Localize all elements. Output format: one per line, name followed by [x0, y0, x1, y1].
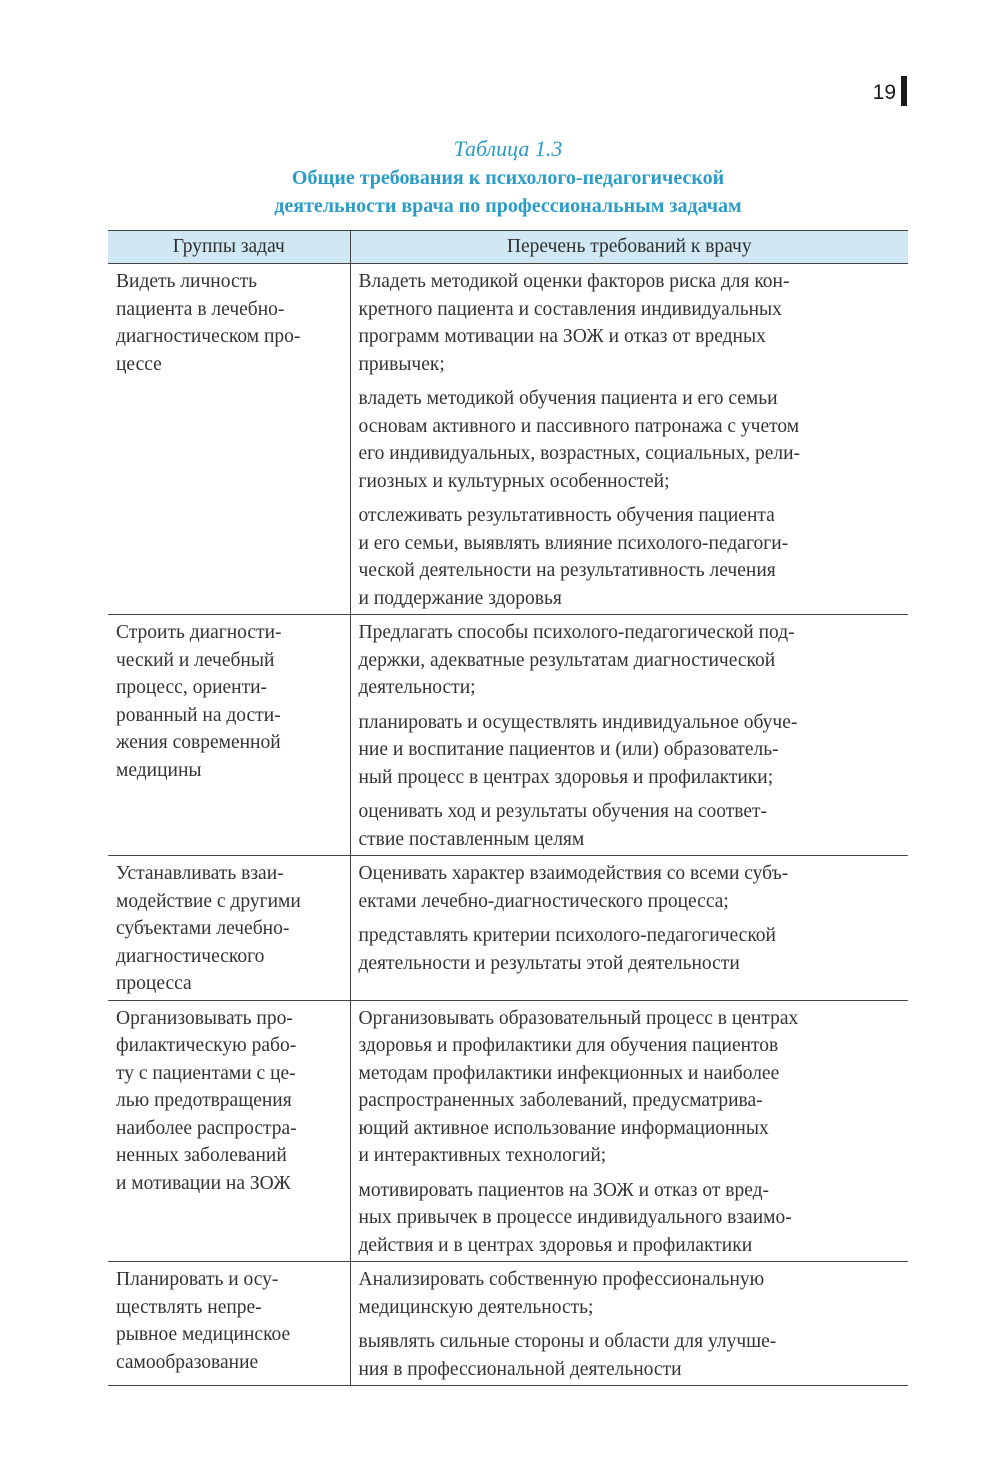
table-title-line: деятельности врача по профессиональным задачам: [274, 195, 742, 217]
requirement-item: отслеживать результативность обучения пациента и его семьи, выявлять влияние психолого-педагоги- ческой деятельности на результативность лечения и поддержание здоровья: [358, 505, 789, 609]
requirements-cell: [350, 1000, 908, 1262]
table-title: [108, 164, 908, 220]
requirement-item: представлять критерии психолого-педагогической деятельности и результаты этой деятельности: [358, 925, 776, 974]
task-group-text: Строить диагности- ческий и лечебный процесс, ориенти- рованный на дости- жения современной медицины: [116, 622, 282, 781]
task-group-text: Устанавливать взаи- модействие с другими субъектами лечебно- диагностического процесса: [116, 863, 301, 994]
header-task-groups: Группы задач: [108, 231, 350, 264]
table-row: [108, 264, 908, 615]
task-group-cell: [108, 1000, 350, 1262]
task-group-text: Видеть личность пациента в лечебно- диагностическом про- цессе: [116, 271, 301, 375]
table-row: [108, 615, 908, 856]
table-row: [108, 1262, 908, 1386]
page-number-bar: [901, 76, 907, 106]
table-title-line: Общие требования к психолого-педагогической: [291, 167, 725, 189]
requirement-item: планировать и осуществлять индивидуальное обуче- ние и воспитание пациентов и (или) образователь- ный процесс в центрах здоровья и профилактики;: [358, 711, 798, 788]
requirements-cell: [350, 615, 908, 856]
requirement-item: оценивать ход и результаты обучения на соответ- ствие поставленным целям: [358, 801, 768, 850]
requirement-item: Анализировать собственную профессиональную медицинскую деятельность;: [358, 1269, 765, 1318]
requirements-cell: [350, 856, 908, 1001]
task-group-cell: [108, 264, 350, 615]
requirements-cell: [350, 264, 908, 615]
task-group-text: Планировать и осу- ществлять непре- рывное медицинское самообразование: [116, 1269, 291, 1373]
requirement-item: Организовывать образовательный процесс в центрах здоровья и профилактики для обучения пациентов методам профилактики инфекционных и наиболее распространенных заболеваний, предусматрива- ющий активное использование информационных и интерактивных технологий;: [358, 1007, 799, 1166]
table-row: [108, 1000, 908, 1262]
task-group-cell: [108, 1262, 350, 1386]
page-number: 19: [872, 81, 896, 104]
task-group-cell: [108, 615, 350, 856]
requirement-item: Оценивать характер взаимодействия со всеми субъ- ектами лечебно-диагностического процесса;: [358, 863, 789, 912]
task-group-cell: [108, 856, 350, 1001]
requirements-table: [108, 230, 908, 1386]
requirement-item: выявлять сильные стороны и области для улучше- ния в профессиональной деятельности: [358, 1331, 777, 1380]
requirement-item: Предлагать способы психолого-педагогической под- держки, адекватные результатам диагностической деятельности;: [358, 622, 795, 698]
requirement-item: мотивировать пациентов на ЗОЖ и отказ от вред- ных привычек в процессе индивидуального взаимо- действия и в центрах здоровья и профилактики: [358, 1179, 792, 1256]
task-group-text: Организовывать про- филактическую рабо- ту с пациентами с це- лью предотвращения наиболее распростра- ненных заболеваний и мотивации на ЗОЖ: [116, 1007, 297, 1194]
requirements-cell: [350, 1262, 908, 1386]
table-caption: Таблица 1.3: [453, 136, 563, 161]
requirement-item: владеть методикой обучения пациента и его семьи основам активного и пассивного патронажа с учетом его индивидуальных, возрастных, социальных, рели- гиозных и культурных особенностей;: [358, 388, 801, 492]
table-row: [108, 856, 908, 1001]
header-requirements: Перечень требований к врачу: [350, 231, 908, 264]
requirement-item: Владеть методикой оценки факторов риска для кон- кретного пациента и составления индивидуальных программ мотивации на ЗОЖ и отказ от вредных привычек;: [358, 271, 790, 375]
table-header-row: [108, 231, 908, 264]
